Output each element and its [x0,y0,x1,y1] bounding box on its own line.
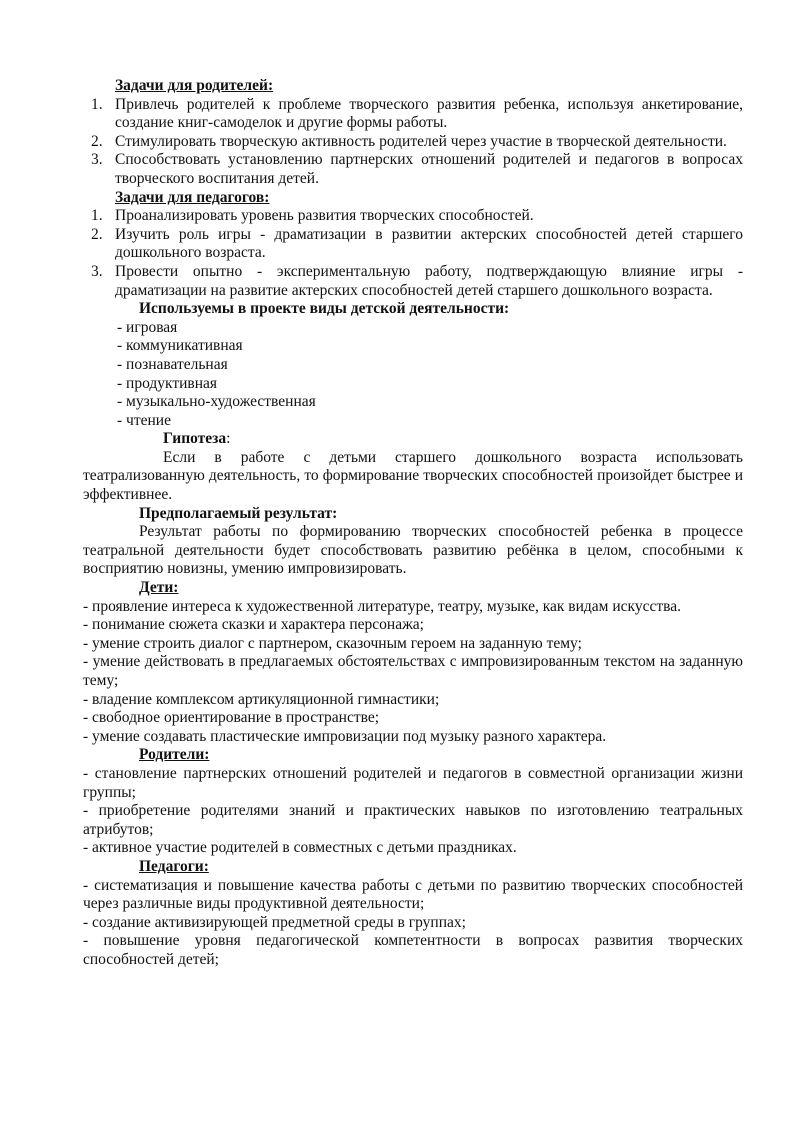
document-content [83,77,743,970]
list-item: 3. Провести опытно - экспериментальную работу, подтверждающую влияние игры - драматизации на развитие актерских способностей детей старшего дошкольного возраста. [91,262,743,299]
children-item: - умение действовать в предлагаемых обстоятельствах с импровизированным текстом на заданную тему; [83,653,743,689]
teachers-item: - повышение уровня педагогической компетентности в вопросах развития творческих способностей детей; [83,932,743,968]
children-item: - проявление интереса к художественной литературе, театру, музыке, как видам искусства. [83,597,681,615]
children-item: - умение создавать пластические импровизации под музыку разного характера. [83,727,607,745]
teachers-item: - систематизация и повышение качества работы с детьми по развитию творческих способностей через различные виды продуктивной деятельности; [83,876,743,913]
children-heading: Дети: [139,579,179,597]
parents-tasks-heading: Задачи для родителей: [115,77,274,94]
teachers-item: - создание активизирующей предметной среды в группах; [83,913,466,931]
list-item: 1. Привлечь родителей к проблеме творческого развития ребенка, используя анкетирование, создание книг-самоделок и другие формы работы. [91,95,743,132]
activity-item: - чтение [117,411,171,429]
teachers-heading: Педагоги: [139,857,209,875]
children-item: - умение строить диалог с партнером, сказочным героем на заданную тему; [83,634,582,652]
activities-heading: Используемы в проекте виды детской деятельности: [139,300,510,318]
activity-item: - продуктивная [117,374,218,392]
list-item: 3. Способствовать установлению партнерских отношений родителей и педагогов в вопросах творческого воспитания детей. [91,151,743,187]
activity-item: - игровая [117,318,178,336]
parents-item: - активное участие родителей в совместных с детьми праздниках. [83,839,517,857]
parents-item: - приобретение родителями знаний и практических навыков по изготовлению театральных атрибутов; [83,802,743,838]
parents-item: - становление партнерских отношений родителей и педагогов в совместной организации жизни группы; [83,764,743,801]
teachers-tasks-list [83,207,743,300]
list-item: 2. Изучить роль игры - драматизации в развитии актерских способностей детей старшего дошкольного возраста. [91,225,743,262]
parents-tasks-list [83,96,743,189]
teachers-tasks-heading: Задачи для педагогов: [115,188,270,206]
list-item: 2. Стимулировать творческую активность родителей через участие в творческой деятельности. [91,132,727,150]
activity-item: - познавательная [117,355,228,373]
hypothesis-heading-line: Гипотеза: [163,430,231,448]
children-item: - понимание сюжета сказки и характера персонажа; [83,616,424,634]
activity-item: - коммуникативная [117,337,243,355]
result-heading: Предполагаемый результат: [139,504,338,522]
activity-item: - музыкально-художественная [117,393,316,411]
hypothesis-text: Если в работе с детьми старшего дошкольного возраста использовать театрализованную деятельность, то формирование творческих способностей произойдет быстрее и эффективнее. [83,448,743,504]
hypothesis-heading: Гипотеза [163,430,227,448]
children-item: - владение комплексом артикуляционной гимнастики; [83,690,440,708]
list-item: 1. Проанализировать уровень развития творческих способностей. [91,207,534,225]
result-text: Результат работы по формированию творческих способностей ребенка в процессе театральной деятельности будет способствовать развитию ребёнка в целом, способными к восприятию новизны, умению импровизировать. [83,523,743,578]
parents-heading: Родители: [139,746,210,764]
children-item: - свободное ориентирование в пространстве; [83,709,380,727]
